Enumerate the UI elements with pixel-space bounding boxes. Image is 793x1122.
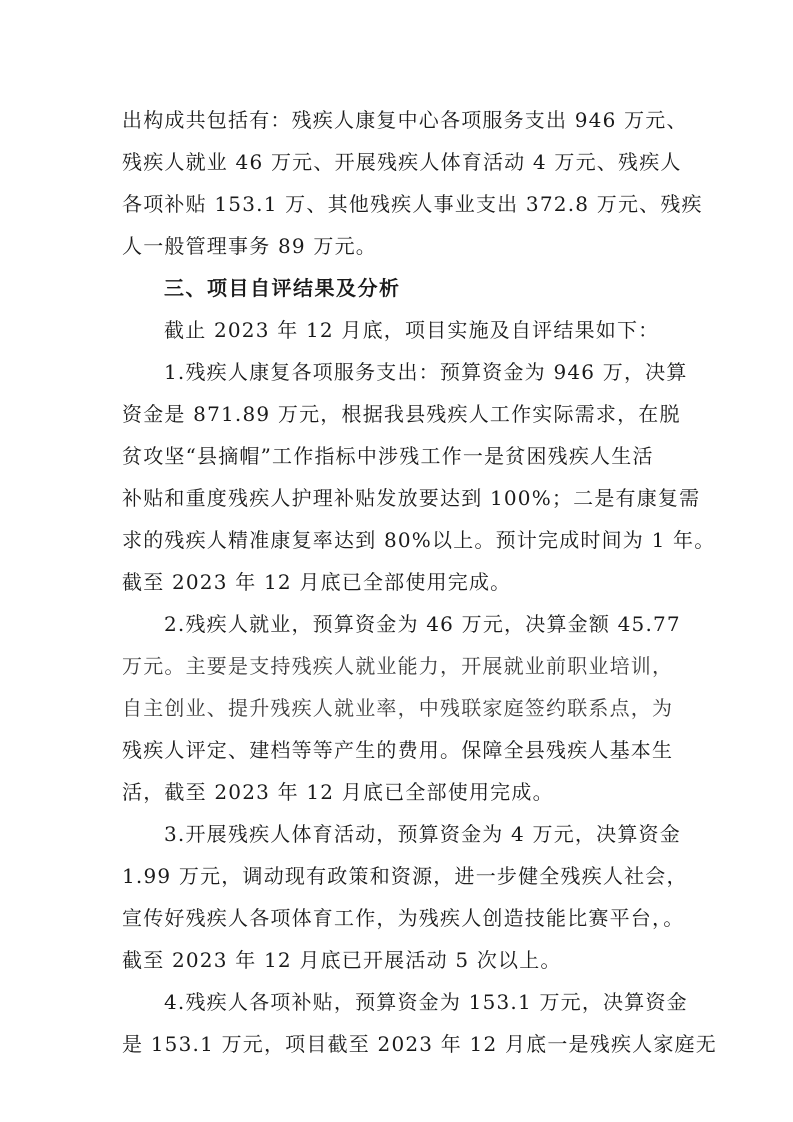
text-line: 是 153.1 万元，项目截至 2023 年 12 月底一是残疾人家庭无 <box>122 1032 717 1056</box>
text-line: 2.残疾人就业，预算资金为 46 万元，决算金额 45.77 <box>164 612 681 636</box>
text-line: 截止 2023 年 12 月底，项目实施及自评结果如下： <box>164 318 660 342</box>
text-line: 人一般管理事务 89 万元。 <box>122 234 377 258</box>
text-line: 万元。主要是支持残疾人就业能力，开展就业前职业培训， <box>122 654 674 678</box>
text-line: 贫攻坚“县摘帽”工作指标中涉残工作一是贫困残疾人生活 <box>122 444 654 468</box>
text-line: 残疾人就业 46 万元、开展残疾人体育活动 4 万元、残疾人 <box>122 150 682 174</box>
text-line: 各项补贴 153.1 万、其他残疾人事业支出 372.8 万元、残疾 <box>122 192 703 216</box>
text-line: 活，截至 2023 年 12 月底已全部使用完成。 <box>122 780 554 804</box>
text-line: 求的残疾人精准康复率达到 80%以上。预计完成时间为 1 年。 <box>122 528 716 552</box>
text-line: 截至 2023 年 12 月底已全部使用完成。 <box>122 570 512 594</box>
text-line: 3.开展残疾人体育活动，预算资金为 4 万元，决算资金 <box>164 822 681 846</box>
text-line: 资金是 871.89 万元，根据我县残疾人工作实际需求，在脱 <box>122 402 681 426</box>
text-line: 补贴和重度残疾人护理补贴发放要达到 100%；二是有康复需 <box>122 486 701 510</box>
text-line: 截至 2023 年 12 月底已开展活动 5 次以上。 <box>122 948 562 972</box>
section-heading: 三、项目自评结果及分析 <box>164 276 401 300</box>
text-line: 1.残疾人康复各项服务支出：预算资金为 946 万，决算 <box>164 360 688 384</box>
text-line: 自主创业、提升残疾人就业率，中残联家庭签约联系点，为 <box>122 696 674 720</box>
text-line: 1.99 万元，调动现有政策和资源，进一步健全残疾人社会， <box>122 864 688 888</box>
text-line: 残疾人评定、建档等等产生的费用。保障全县残疾人基本生 <box>122 738 674 762</box>
text-line: 4.残疾人各项补贴，预算资金为 153.1 万元，决算资金 <box>164 990 688 1014</box>
text-line: 出构成共包括有：残疾人康复中心各项服务支出 946 万元、 <box>122 108 688 132</box>
text-line: 宣传好残疾人各项体育工作，为残疾人创造技能比赛平台，。 <box>122 906 685 930</box>
